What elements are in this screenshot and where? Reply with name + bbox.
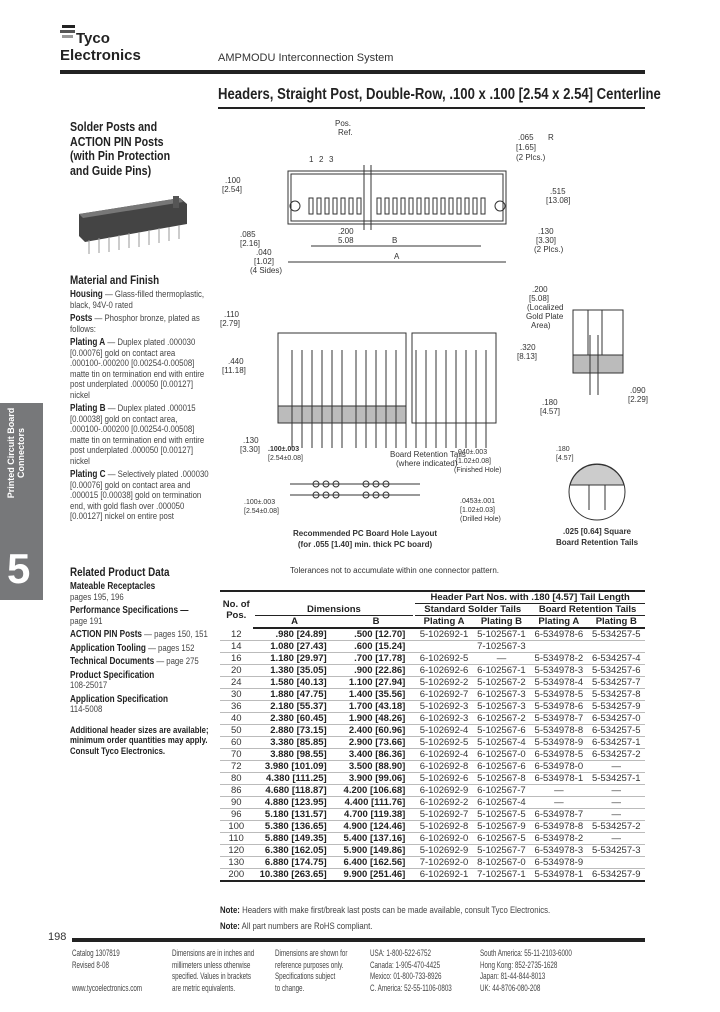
cell-dim-a: 4.680 [118.87] (253, 785, 337, 797)
material-finish-section: Material and Finish Housing — Glass-filled thermoplastic, black, 94V-0 rated Posts — Phosphor bronze, plated as follows: Plating A — Duplex plated .000030 [0.00076] gold on contact area .000100-.000200 [0.00254-0.00508] matte tin on termination end with entire post underplated .000050 [0.00127] nickel Plating B — Duplex plated .000015 [0.00038] gold on contact area, .000100-.000200 [0.00254-0.00508] matte tin on termination end with entire post underplated .000050 [0.00127] nickel Plating C — Selectively plated .000030 [0.00076] gold on contact area and .000015 [0.00038] gold on termination end, with gold flash over .000050 [0.00127] nickel on entire post (70, 273, 211, 526)
svg-text:(for .055 [1.40] min. thick PC: (for .055 [1.40] min. thick PC board) (297, 540, 433, 549)
table-row (220, 857, 645, 869)
table-row (220, 821, 645, 833)
cell-positions: 110 (220, 833, 253, 845)
cell-dim-a: 6.880 [174.75] (253, 857, 337, 869)
cell-ret-plating-b: 5-534257-9 (588, 701, 645, 713)
footer-catalog: Catalog 1307819 Revised 8-08 www.tycoelectronics.com (72, 948, 143, 994)
cell-ret-plating-b: 5-534257-6 (588, 665, 645, 677)
footer-phones-intl: South America: 55-11-2103-6000 Hong Kong: 852-2735-1628 Japan: 81-44-844-8013 UK: 44-8706-080-208 (480, 948, 572, 994)
svg-text:.110: .110 (224, 310, 239, 319)
cell-dim-b: 6.400 [162.56] (337, 857, 416, 869)
cell-dim-b: 3.500 [88.90] (337, 761, 416, 773)
cell-ret-plating-b: 6-534257-0 (588, 713, 645, 725)
cell-ret-plating-a: 5-534978-2 (530, 653, 587, 665)
table-row (220, 665, 645, 677)
cell-std-plating-b: 8-102567-0 (473, 857, 530, 869)
svg-text:Gold Plate: Gold Plate (526, 312, 564, 321)
part-numbers-table: No. of Pos. Dimensions Header Part Nos. with .180 [4.57] Tail Length Standard Solder Tails Board Retention Tails A B Plating A Plating B Plating A Plating B 12 .980 [24.89] .500 [12.70] 5-102692-1 5-102567-1 6-534978-6 5-534257-5 14 1.080 [27.43] .600 [15.24] 7-102567-3 16 1.180 [29.97] .700 [17.78] 6-102692-5 — 5-534978-2 6-534257-4 20 1.380 [35.05] .900 [22.86] 6-102692-6 6-102567-1 5-534978-3 5-534257-6 24 1.580 [40.13] 1.100 [27.94] 5-102692-2 5-102567-2 5-534978-4 5-534257-7 30 1.880 [47.75] 1.400 [35.56] 6-102692-7 6-102567-3 5-534978-5 5-534257-8 36 2.180 [55.37] 1.700 [43.18] 5-102692-3 5-102567-3 5-534978-6 5-534257-9 40 2.380 [60.45] 1.900 [48.26] 6-102692-3 6-102567-2 5-534978-7 6-534257-0 50 2.880 [73.15] 2.400 [60.96] 5-102692-4 5-102567-6 5-534978-8 6-534257-5 60 3.380 [85.85] 2.900 [73.66] 5-102692-5 5-102567-4 5-534978-9 6-534257-1 70 3.880 [98.55] 3.400 [86.36] 6-102692-4 6-102567-0 6-534978-5 6-534257-2 72 3.980 [101.09] 3.500 [88.90] 6-102692-8 6-102567-6 6-534978-0 — 80 4.380 [111.25] 3.900 [99.06] 5-102692-6 5-102567-8 6-534978-1 5-534257-1 86 4.680 [118.87] 4.200 [106.68] 6-102692-9 6-102567-7 — — 90 4.880 [123.95] 4.400 [111.76] 6-102692-2 6-102567-4 — — 96 5.180 [131.57] 4.700 [119.38] 5-102692-7 5-102567-5 6-534978-7 — 100 5.380 [136.65] 4.900 [124.46] 5-102692-8 5-102567-9 6-534978-8 5-534257-2 110 5.880 [149.35] 5.400 [137.16] 6-102692-0 6-102567-5 6-534978-2 — 120 6.380 [162.05] 5.900 [149.86] 5-102692-9 5-102567-7 6-534978-3 5-534257-3 130 6.880 [174.75] 6.400 [162.56] 7-102692-0 8-102567-0 6-534978-9 200 10.380 [263.65] 9.900 [251.46] 6-102692-1 7-102567-1 5-534978-1 6-534257-9 (220, 590, 645, 882)
cell-std-plating-b: 5-102567-7 (473, 845, 530, 857)
svg-text:[11.18]: [11.18] (222, 366, 246, 375)
cell-dim-b: .700 [17.78] (337, 653, 416, 665)
table-row (220, 761, 645, 773)
table-row (220, 628, 645, 641)
cell-dim-a: 1.380 [35.05] (253, 665, 337, 677)
cell-ret-plating-b: 5-534257-1 (588, 773, 645, 785)
cell-std-plating-b: 5-102567-9 (473, 821, 530, 833)
cell-ret-plating-a (530, 641, 587, 653)
cell-dim-b: 4.200 [106.68] (337, 785, 416, 797)
cell-ret-plating-b (588, 641, 645, 653)
section-tab[interactable] (0, 403, 43, 600)
cell-positions: 14 (220, 641, 253, 653)
cell-std-plating-a: 5-102692-7 (415, 809, 472, 821)
table-row (220, 809, 645, 821)
svg-text:[1.02]: [1.02] (254, 257, 275, 266)
cell-positions: 16 (220, 653, 253, 665)
cell-ret-plating-a: 5-534978-9 (530, 737, 587, 749)
svg-text:.130: .130 (243, 436, 259, 445)
product-heading: Solder Posts and ACTION PIN Posts (with Pin Protection and Guide Pins) (70, 119, 171, 178)
cell-ret-plating-b: — (588, 761, 645, 773)
table-row (220, 725, 645, 737)
post-outline (425, 198, 429, 214)
cell-dim-a: 2.880 [73.15] (253, 725, 337, 737)
svg-text:[2.54±0.08]: [2.54±0.08] (244, 508, 279, 515)
svg-text:Ref.: Ref. (338, 128, 353, 137)
cell-dim-a: 3.380 [85.85] (253, 737, 337, 749)
post-outline (449, 198, 453, 214)
cell-std-plating-a: 6-102692-1 (415, 869, 472, 882)
cell-dim-a: 6.380 [162.05] (253, 845, 337, 857)
post-outline (341, 198, 345, 214)
svg-text:.200: .200 (532, 285, 548, 294)
cell-dim-b: 2.900 [73.66] (337, 737, 416, 749)
svg-text:.320: .320 (520, 343, 536, 352)
link-receptacles[interactable]: pages 195, 196 (70, 591, 124, 603)
cell-positions: 20 (220, 665, 253, 677)
top-view-labels (222, 119, 570, 275)
cell-std-plating-a: 6-102692-6 (415, 665, 472, 677)
related-product-data: Related Product Data Mateable Receptacles pages 195, 196 Performance Specifications — page 191 ACTION PIN Posts — pages 150, 151 Application Tooling — pages 152 Technical Documents — page 275 Product Specification 108-25017 Application Specification 114-5008 Additional header sizes are available; minimum order quantities may apply. Consult Tyco Electronics. (70, 565, 211, 760)
cell-ret-plating-a: 6-534978-5 (530, 749, 587, 761)
cell-dim-b: 1.700 [43.18] (337, 701, 416, 713)
cell-std-plating-b: 7-102567-3 (473, 641, 530, 653)
svg-text:(Drilled Hole): (Drilled Hole) (460, 516, 501, 523)
cell-dim-a: 1.880 [47.75] (253, 689, 337, 701)
hole-layout-labels (244, 446, 501, 575)
cell-std-plating-b: 6-102567-7 (473, 785, 530, 797)
post-outline (317, 198, 321, 214)
page-title: Headers, Straight Post, Double-Row, .100 x .100 [2.54 x 2.54] Centerline (218, 86, 661, 103)
cell-std-plating-a: 6-102692-2 (415, 797, 472, 809)
cell-positions: 120 (220, 845, 253, 857)
post-outline (481, 198, 485, 214)
cell-std-plating-b: 5-102567-6 (473, 725, 530, 737)
header-product-photo (75, 196, 193, 256)
post-outline (325, 198, 329, 214)
cell-positions: 72 (220, 761, 253, 773)
cell-dim-a: 5.880 [149.35] (253, 833, 337, 845)
footer-units: Dimensions are in inches and millimeters unless otherwise specified. Values in brackets are metric equivalents. (172, 948, 255, 994)
cell-dim-a: 5.380 [136.65] (253, 821, 337, 833)
svg-text:.065: .065 (518, 133, 534, 142)
footer-rule (72, 938, 645, 942)
cell-std-plating-a: 5-102692-4 (415, 725, 472, 737)
link-action-pin[interactable]: — pages 150, 151 (141, 629, 208, 640)
cell-ret-plating-a: 6-534978-9 (530, 857, 587, 869)
cell-std-plating-b: 6-102567-4 (473, 797, 530, 809)
table-row (220, 641, 645, 653)
cell-ret-plating-b: 5-534257-8 (588, 689, 645, 701)
svg-text:(Finished Hole): (Finished Hole) (454, 467, 502, 474)
cell-std-plating-b: 6-102567-0 (473, 749, 530, 761)
cell-dim-b: 1.400 [35.56] (337, 689, 416, 701)
svg-text:.200: .200 (338, 227, 354, 236)
top-view-drawing (288, 165, 506, 262)
section-number: 5 (7, 545, 31, 592)
cell-dim-b: 4.700 [119.38] (337, 809, 416, 821)
cell-dim-a: 2.180 [55.37] (253, 701, 337, 713)
svg-text:(where indicated): (where indicated) (396, 459, 458, 468)
cell-dim-b: .600 [15.24] (337, 641, 416, 653)
end-view-drawing (573, 310, 623, 395)
col-header-parts: Header Part Nos. with .180 [4.57] Tail Length (415, 591, 645, 604)
svg-text:.090: .090 (630, 386, 646, 395)
cell-positions: 24 (220, 677, 253, 689)
side-view-labels (220, 285, 648, 468)
brand-logo-text: Tyco Electronics (60, 30, 141, 64)
additional-sizes-note: Additional header sizes are available; minimum order quantities may apply. Consult Tyco Electronics. (70, 724, 209, 757)
cell-std-plating-a: 6-102692-7 (415, 689, 472, 701)
cell-std-plating-b: 6-102567-1 (473, 665, 530, 677)
svg-text:Area): Area) (531, 321, 551, 330)
cell-std-plating-b: 5-102567-1 (473, 628, 530, 641)
footer-phones-americas: USA: 1-800-522-6752 Canada: 1-905-470-4425 Mexico: 01-800-733-8926 C. America: 52-55-1106-0803 (370, 948, 452, 994)
cell-ret-plating-a: 5-534978-8 (530, 725, 587, 737)
cell-std-plating-b: — (473, 653, 530, 665)
cell-ret-plating-b: 6-534257-9 (588, 869, 645, 882)
svg-text:[4.57]: [4.57] (540, 407, 561, 416)
page-number: 198 (48, 931, 67, 943)
cell-ret-plating-a: 5-534978-5 (530, 689, 587, 701)
svg-text:2: 2 (319, 155, 324, 164)
post-outline (433, 198, 437, 214)
link-performance[interactable]: page 191 (70, 615, 103, 627)
cell-ret-plating-b: 6-534257-1 (588, 737, 645, 749)
post-outline (377, 198, 381, 214)
cell-std-plating-a: 5-102692-8 (415, 821, 472, 833)
cell-dim-b: 3.900 [99.06] (337, 773, 416, 785)
svg-text:[5.08]: [5.08] (529, 294, 550, 303)
website-link[interactable]: www.tycoelectronics.com (72, 982, 143, 994)
cell-std-plating-a: 6-102692-8 (415, 761, 472, 773)
cell-dim-a: 4.880 [123.95] (253, 797, 337, 809)
cell-std-plating-b: 5-102567-8 (473, 773, 530, 785)
svg-text:[4.57]: [4.57] (556, 455, 574, 462)
footer-disclaimer: Dimensions are shown for reference purposes only. Specifications subject to change. (275, 948, 348, 994)
cell-dim-a: 1.080 [27.43] (253, 641, 337, 653)
cell-ret-plating-a: — (530, 797, 587, 809)
post-outline (473, 198, 477, 214)
svg-text:A: A (394, 252, 400, 261)
cell-dim-b: 5.900 [149.86] (337, 845, 416, 857)
cell-std-plating-a: 6-102692-9 (415, 785, 472, 797)
cell-dim-b: 1.900 [48.26] (337, 713, 416, 725)
cell-ret-plating-b (588, 857, 645, 869)
cell-ret-plating-a: 5-534978-6 (530, 701, 587, 713)
cell-std-plating-a (415, 641, 472, 653)
svg-text:(2 Plcs.): (2 Plcs.) (534, 245, 564, 254)
cell-ret-plating-a: 6-534978-7 (530, 809, 587, 821)
table-row (220, 689, 645, 701)
cell-std-plating-a: 5-102692-6 (415, 773, 472, 785)
svg-text:[3.30]: [3.30] (240, 445, 261, 454)
cell-dim-b: 2.400 [60.96] (337, 725, 416, 737)
cell-std-plating-b: 5-102567-4 (473, 737, 530, 749)
cell-ret-plating-a: 6-534978-8 (530, 821, 587, 833)
cell-ret-plating-a: 6-534978-3 (530, 845, 587, 857)
table-row (220, 785, 645, 797)
cell-std-plating-a: 5-102692-5 (415, 737, 472, 749)
cell-ret-plating-b: 6-534257-4 (588, 653, 645, 665)
post-outline (457, 198, 461, 214)
cell-ret-plating-a: 6-534978-2 (530, 833, 587, 845)
svg-text:.180: .180 (542, 398, 558, 407)
post-outline (417, 198, 421, 214)
svg-text:5.08: 5.08 (338, 236, 354, 245)
cell-std-plating-b: 5-102567-3 (473, 701, 530, 713)
cell-ret-plating-a: 6-534978-0 (530, 761, 587, 773)
side-view-drawing (278, 333, 496, 448)
link-tech-docs[interactable]: — page 275 (154, 656, 199, 667)
cell-dim-a: 5.180 [131.57] (253, 809, 337, 821)
svg-text:[2.29]: [2.29] (628, 395, 649, 404)
post-outline (349, 198, 353, 214)
table-row (220, 749, 645, 761)
cell-ret-plating-b: 5-534257-5 (588, 628, 645, 641)
cell-ret-plating-b: 5-534257-3 (588, 845, 645, 857)
cell-positions: 12 (220, 628, 253, 641)
cell-positions: 130 (220, 857, 253, 869)
cell-positions: 96 (220, 809, 253, 821)
svg-text:(Localized: (Localized (527, 303, 564, 312)
cell-positions: 90 (220, 797, 253, 809)
svg-text:Pos.: Pos. (335, 119, 352, 128)
cell-dim-b: 1.100 [27.94] (337, 677, 416, 689)
svg-text:Recommended PC Board Hole Layo: Recommended PC Board Hole Layout (292, 529, 438, 538)
cell-positions: 30 (220, 689, 253, 701)
cell-std-plating-b: 5-102567-5 (473, 809, 530, 821)
cell-positions: 40 (220, 713, 253, 725)
cell-ret-plating-a: 5-534978-3 (530, 665, 587, 677)
svg-text:Tolerances not to accumulate w: Tolerances not to accumulate within one connector pattern. (290, 566, 500, 575)
cell-std-plating-a: 5-102692-3 (415, 701, 472, 713)
svg-text:R: R (548, 133, 554, 142)
cell-positions: 86 (220, 785, 253, 797)
cell-positions: 200 (220, 869, 253, 882)
cell-dim-a: 1.180 [29.97] (253, 653, 337, 665)
cell-std-plating-b: 6-102567-5 (473, 833, 530, 845)
svg-text:(4 Sides): (4 Sides) (250, 266, 283, 275)
svg-text:B: B (392, 236, 398, 245)
cell-std-plating-b: 6-102567-3 (473, 689, 530, 701)
svg-text:[1.65]: [1.65] (516, 143, 537, 152)
table-row (220, 773, 645, 785)
cell-positions: 80 (220, 773, 253, 785)
table-row (220, 713, 645, 725)
svg-text:[2.16]: [2.16] (240, 239, 261, 248)
link-tooling[interactable]: — pages 152 (145, 642, 195, 654)
cell-dim-b: 9.900 [251.46] (337, 869, 416, 882)
cell-ret-plating-a: 5-534978-4 (530, 677, 587, 689)
post-outline (401, 198, 405, 214)
cell-ret-plating-b: — (588, 785, 645, 797)
cell-ret-plating-a: 6-534978-6 (530, 628, 587, 641)
svg-text:[1.02±0.03]: [1.02±0.03] (460, 507, 495, 514)
svg-text:3: 3 (329, 155, 334, 164)
cell-dim-a: 10.380 [263.65] (253, 869, 337, 882)
cell-dim-a: 2.380 [60.45] (253, 713, 337, 725)
cell-ret-plating-b: 5-534257-2 (588, 821, 645, 833)
material-heading: Material and Finish (70, 273, 160, 287)
note-rohs: Note: All part numbers are RoHS compliant. (220, 921, 373, 932)
cell-std-plating-a: 5-102692-1 (415, 628, 472, 641)
svg-text:[1.02±0.08]: [1.02±0.08] (456, 458, 491, 465)
cell-dim-b: .900 [22.86] (337, 665, 416, 677)
cell-positions: 36 (220, 701, 253, 713)
table-row (220, 845, 645, 857)
cell-dim-a: 3.880 [98.55] (253, 749, 337, 761)
table-row (220, 797, 645, 809)
cell-ret-plating-b: 5-534257-7 (588, 677, 645, 689)
svg-text:.100: .100 (225, 176, 241, 185)
series-name: AMPMODU Interconnection System (218, 52, 394, 64)
svg-text:.180: .180 (556, 446, 570, 453)
cell-ret-plating-b: 6-534257-2 (588, 749, 645, 761)
cell-ret-plating-b: — (588, 833, 645, 845)
svg-text:.085: .085 (240, 230, 256, 239)
table-row (220, 701, 645, 713)
table-row (220, 677, 645, 689)
post-outline (333, 198, 337, 214)
cell-positions: 60 (220, 737, 253, 749)
retention-tail-detail (569, 464, 625, 520)
cell-dim-b: .500 [12.70] (337, 628, 416, 641)
svg-text:[2.79]: [2.79] (220, 319, 241, 328)
cell-dim-b: 4.400 [111.76] (337, 797, 416, 809)
svg-text:[8.13]: [8.13] (517, 352, 538, 361)
title-rule (218, 107, 645, 109)
post-outline (409, 198, 413, 214)
cell-std-plating-b: 6-102567-6 (473, 761, 530, 773)
cell-ret-plating-a: 5-534978-7 (530, 713, 587, 725)
col-positions: No. of Pos. (220, 591, 253, 628)
svg-text:[2.54±0.08]: [2.54±0.08] (268, 455, 303, 462)
svg-text:.0453±.001: .0453±.001 (460, 498, 495, 505)
post-outline (465, 198, 469, 214)
cell-dim-a: 3.980 [101.09] (253, 761, 337, 773)
svg-text:1: 1 (309, 155, 314, 164)
svg-text:.025 [0.64] Square: .025 [0.64] Square (562, 527, 632, 536)
dimension-drawings (220, 110, 650, 590)
note-make-first: Note: Headers with make first/break last posts can be made available, consult Tyco Electronics. (220, 905, 551, 916)
hole-layout-drawing (290, 481, 420, 498)
col-dimensions: Dimensions (253, 591, 416, 616)
svg-text:.040±.003: .040±.003 (456, 449, 488, 456)
svg-text:[13.08]: [13.08] (546, 196, 571, 205)
cell-std-plating-a: 6-102692-5 (415, 653, 472, 665)
svg-text:.100±.003: .100±.003 (268, 446, 300, 453)
svg-text:.100±.003: .100±.003 (244, 499, 276, 506)
cell-ret-plating-a: 6-534978-1 (530, 773, 587, 785)
cell-dim-b: 5.400 [137.16] (337, 833, 416, 845)
svg-text:[3.30]: [3.30] (536, 236, 557, 245)
svg-text:.515: .515 (550, 187, 566, 196)
svg-text:.040: .040 (256, 248, 272, 257)
post-outline (385, 198, 389, 214)
post-outline (309, 198, 313, 214)
cell-positions: 70 (220, 749, 253, 761)
cell-ret-plating-b: — (588, 809, 645, 821)
table-row (220, 737, 645, 749)
cell-std-plating-b: 6-102567-2 (473, 713, 530, 725)
cell-std-plating-b: 5-102567-2 (473, 677, 530, 689)
cell-dim-b: 3.400 [86.36] (337, 749, 416, 761)
cell-ret-plating-a: 5-534978-1 (530, 869, 587, 882)
header-rule (60, 70, 645, 74)
cell-std-plating-a: 6-102692-0 (415, 833, 472, 845)
table-row (220, 833, 645, 845)
svg-text:Board Retention Tails: Board Retention Tails (555, 538, 639, 547)
table-row (220, 653, 645, 665)
cell-std-plating-b: 7-102567-1 (473, 869, 530, 882)
svg-text:.440: .440 (228, 357, 244, 366)
post-outline (441, 198, 445, 214)
cell-positions: 50 (220, 725, 253, 737)
cell-dim-a: 1.580 [40.13] (253, 677, 337, 689)
post-outline (357, 198, 361, 214)
cell-dim-a: 4.380 [111.25] (253, 773, 337, 785)
cell-std-plating-a: 5-102692-2 (415, 677, 472, 689)
table-row (220, 869, 645, 882)
svg-text:[2.54]: [2.54] (222, 185, 243, 194)
svg-text:.130: .130 (538, 227, 554, 236)
cell-dim-a: .980 [24.89] (253, 628, 337, 641)
cell-std-plating-a: 5-102692-9 (415, 845, 472, 857)
cell-ret-plating-b: — (588, 797, 645, 809)
cell-positions: 100 (220, 821, 253, 833)
section-tab-label: Printed Circuit Board Connectors (6, 407, 26, 499)
cell-ret-plating-b: 6-534257-5 (588, 725, 645, 737)
post-outline (393, 198, 397, 214)
svg-text:(2 Plcs.): (2 Plcs.) (516, 153, 546, 162)
cell-std-plating-a: 6-102692-4 (415, 749, 472, 761)
cell-ret-plating-a: — (530, 785, 587, 797)
cell-std-plating-a: 6-102692-3 (415, 713, 472, 725)
svg-text:Board Retention Tails: Board Retention Tails (390, 450, 466, 459)
cell-std-plating-a: 7-102692-0 (415, 857, 472, 869)
cell-dim-b: 4.900 [124.46] (337, 821, 416, 833)
